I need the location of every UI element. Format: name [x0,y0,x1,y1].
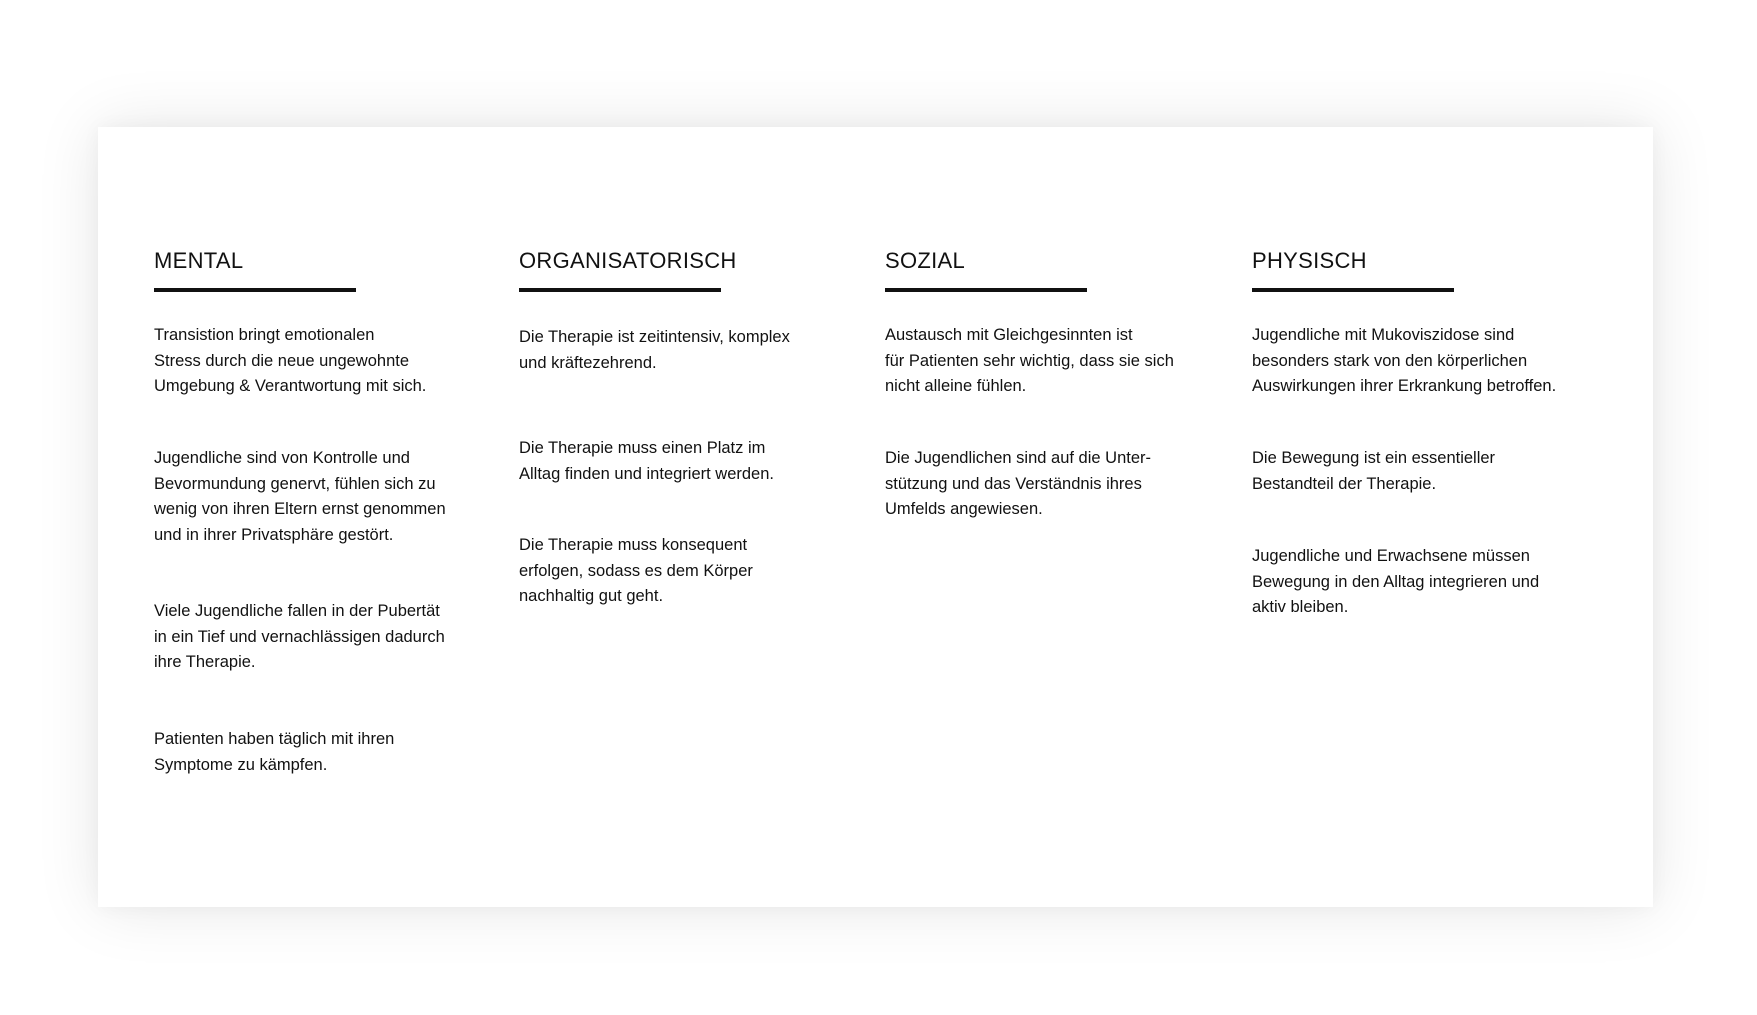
paragraph: Patienten haben täglich mit ihren Symptome zu kämpfen. [154,730,395,774]
paragraph: Jugendliche sind von Kontrolle und Bevormundung genervt, fühlen sich zu wenig von ihren Eltern ernst genommen und in ihrer Privatsphäre gestört. [154,449,446,544]
column-mental [154,248,474,774]
paragraph: Die Therapie muss konsequent erfolgen, sodass es dem Körper nachhaltig gut geht. [519,536,753,605]
column-physisch [1252,248,1592,616]
heading-underline [519,288,721,292]
paragraph: Viele Jugendliche fallen in der Pubertät in ein Tief und vernachlässigen dadurch ihre Therapie. [154,602,445,671]
column-heading: PHYSISCH [1252,248,1367,273]
paragraph: Die Therapie ist zeitintensiv, komplex und kräftezehrend. [519,328,790,372]
paragraph: Die Bewegung ist ein essentieller Bestandteil der Therapie. [1252,449,1496,493]
column-heading: MENTAL [154,248,244,273]
paragraph: Jugendliche mit Mukoviszidose sind besonders stark von den körperlichen Auswirkungen ihrer Erkrankung betroffen. [1252,326,1557,395]
column-sozial [885,248,1205,518]
paragraph: Austausch mit Gleichgesinnten ist für Patienten sehr wichtig, dass sie sich nicht alleine fühlen. [885,326,1174,395]
paragraph: Die Therapie muss einen Platz im Alltag finden und integriert werden. [519,439,774,483]
column-organisatorisch [519,248,819,605]
heading-underline [885,288,1087,292]
paragraph: Die Jugendlichen sind auf die Unter- stützung und das Verständnis ihres Umfelds angewiesen. [885,449,1151,518]
paragraph: Transistion bringt emotionalen Stress durch die neue ungewohnte Umgebung & Verantwortung mit sich. [154,326,427,395]
column-heading: SOZIAL [885,248,966,273]
content-card [98,127,1653,907]
column-heading: ORGANISATORISCH [519,248,737,273]
heading-underline [1252,288,1454,292]
paragraph: Jugendliche und Erwachsene müssen Bewegung in den Alltag integrieren und aktiv bleiben. [1252,547,1540,616]
heading-underline [154,288,356,292]
